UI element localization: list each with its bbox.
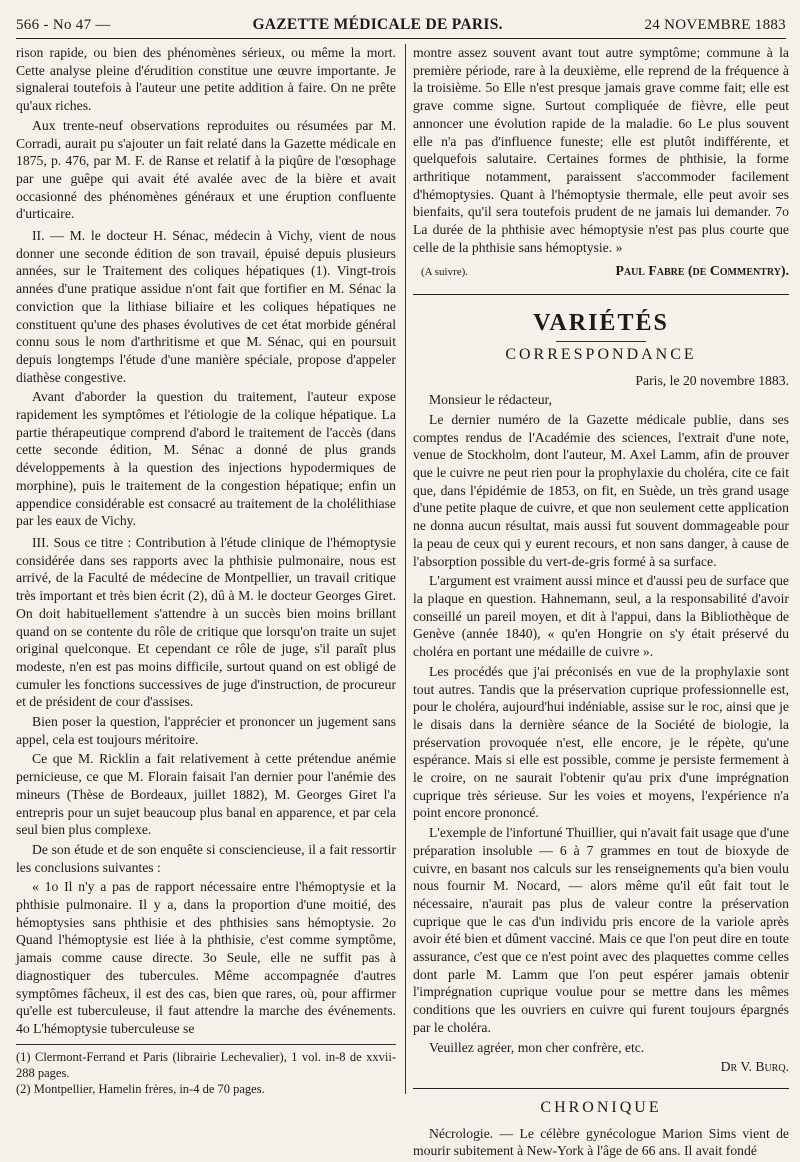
- section-title: VARIÉTÉS: [533, 310, 669, 337]
- to-be-continued: (A suivre).: [421, 266, 469, 279]
- footnote: (1) Clermont-Ferrand et Paris (librairie Lechevalier), 1 vol. in-8 de xxvii-288 pages.: [16, 1049, 396, 1080]
- letter-place-date: Paris, le 20 novembre 1883.: [635, 372, 789, 388]
- footnote: (2) Montpellier, Hamelin frères, in-4 de 70 pages.: [16, 1081, 265, 1096]
- paragraph: Bien poser la question, l'apprécier et prononcer un jugement sans appel, cela est toujours méritoire.: [16, 714, 396, 747]
- chronique-title: CHRONIQUE: [540, 1098, 662, 1116]
- page-number: 566 - No 47 —: [16, 16, 111, 33]
- paragraph: Avant d'aborder la question du traitement, l'auteur expose rapidement les symptômes et l'étiologie de la colique hépatique. La partie thérapeutique comprend d'abord le traitement de l'accès (dans cette seconde édition, M. Sénac a donné de plus grands développements à la question des injections hypodermiques de morphine), puis le traitement de la congestion hépatique; enfin un appendice considérable est consacré au traitement de la cholélithiase par les eaux de Vichy.: [16, 389, 396, 529]
- paragraph: Nécrologie. — Le célèbre gynécologue Marion Sims vient de mourir subitement à New-York à l'âge de 66 ans. Il avait fondé: [413, 1125, 789, 1159]
- issue-date: 24 NOVEMBRE 1883: [644, 16, 786, 33]
- paragraph: Les procédés que j'ai préconisés en vue de la prophylaxie sont tout autres. Tandis que la préservation cuprique professionnelle est, pour le choléra, aujourd'hui indéniable, assise sur le roc, ainsi que je le disais dans la dernière séance de la Société de biologie, la préservation provoquée n'est, elle encore, je le répète, qu'une espérance. Mais si elle est possible, comme je persiste fermement à le croire, on ne saurait l'obtenir qu'au prix d'une imprégnation cuprique très sérieuse. Sur les voies et moyens, l'expérience n'a point encore prononcé.: [413, 663, 789, 821]
- article-author: Paul Fabre (de Commentry).: [615, 263, 789, 279]
- right-column: [413, 44, 789, 1162]
- paragraph: montre assez souvent avant tout autre symptôme; commune à la première période, rare à la deuxième, elle reprend de la fréquence à la troisième. 5o Elle n'est presque jamais grave comme fait; elle est grave comme signe. Surtout compliquée de fièvre, elle peut annoncer une évolution rapide de la maladie. 6o Le plus souvent elle n'a pas d'influence funeste; elle est plutôt indifférente, et quelquefois salutaire. Certaines formes de phthisie, la forme arthritique notamment, paraissent s'accommoder facilement d'hémoptysies. Quant à l'hémoptysie thermale, elle peut avoir ses bienfaits, qu'il sera toutefois prudent de ne jamais lui demander. 7o La durée de la phthisie avec hémoptysie n'est pas plus courte que celle de la phthisie sans hémoptysie. »: [413, 45, 789, 255]
- letter-signature: Dr V. Burq.: [720, 1059, 789, 1075]
- column-divider: [405, 44, 406, 1094]
- letter-salutation: Monsieur le rédacteur,: [429, 392, 552, 408]
- journal-title: GAZETTE MÉDICALE DE PARIS.: [252, 16, 503, 33]
- section-separator: [413, 1088, 789, 1089]
- issue-number: No 47: [52, 16, 92, 33]
- paragraph: L'exemple de l'infortuné Thuillier, qui n'avait fait usage que d'une préparation insoluble — 6 à 7 grammes en tout de bioxyde de cuivre, en basant nos calculs sur les renseignements qu'a bien voulu nous fournir M. Nocard, — alors même qu'il eût fait tout le nécessaire, n'aurait pas plus de valeur contre la préservation cuprique que le cas d'un individu pris encore de la variole après avoir été bien et dûment vacciné. Mais ce que l'on peut dire en toute assurance, c'est que ce n'est point avec des plaquettes comme celles dont parle M. Lamm que l'on peut espérer jamais obtenir l'imprégnation cuprique voulue pour se mettre dans les mêmes conditions que les ouvriers en cuivre qui furent toujours épargnés par le choléra.: [413, 825, 789, 1035]
- subsection-title: CORRESPONDANCE: [505, 345, 697, 363]
- page-header: [16, 12, 786, 39]
- paragraph: Le dernier numéro de la Gazette médicale publie, dans ses comptes rendus de l'Académie des sciences, l'extrait d'une note, venue de Stockholm, dont l'auteur, M. Axel Lamm, afin de prouver que le cuivre ne peut rien pour la prophylaxie du choléra, cite ce fait que, dans l'épidémie de 1853, on fit, en Suède, un très grand usage d'une petite plaque de cuivre, et que non seulement cette application ne donna aucun résultat, mais aussi fut souvent dommageable pour la peau de ceux qui y eurent recours, et non sans danger, à cause de l'absorption possible du vert-de-gris formé à sa surface.: [413, 411, 789, 569]
- paragraph: « 1o Il n'y a pas de rapport nécessaire entre l'hémoptysie et la phthisie pulmonaire. Il y a, dans la proportion d'une moitié, des hémoptysies sans phthisie et des phthisies sans hémoptysie. 2o Quand l'hémoptysie est liée à la phthisie, c'est comme symptôme, jamais comme cause directe. 3o Seule, elle ne suffit pas à diagnostiquer des tubercules. Même accompagnée d'autres symptômes fâcheux, il est des cas, bien que rares, où, pour affirmer qu'elle est tuberculeuse, il faut attendre la marche des événements. 4o L'hémoptysie tuberculeuse se: [16, 879, 396, 1036]
- paragraph: L'argument est vraiment aussi mince et d'aussi peu de surface que la plaque en question. Hahnemann, seul, a la responsabilité d'avoir conseillé un pareil moyen, et dit à l'appui, dans la Bibliothèque de Genève (année 1840), « qu'en Hongrie on s'y était préservé du choléra en portant une médaille de cuivre ».: [413, 573, 789, 660]
- page-number-text: 566: [16, 16, 40, 33]
- section-separator: [413, 294, 789, 295]
- paragraph: Aux trente-neuf observations reproduites ou résumées par M. Corradi, aurait pu s'ajouter un fait relaté dans la Gazette médicale en 1875, p. 476, par M. F. de Ranse et relatif à la piqûre de l'œsophage par une guêpe qui avait été avalée avec de la bière et avait occasionné des phénomènes généraux et une éruption confluente d'urticaire.: [16, 117, 396, 222]
- paragraph: III. Sous ce titre : Contribution à l'étude clinique de l'hémoptysie considérée dans ses rapports avec la phthisie pulmonaire, nous est arrivé, de la Faculté de médecine de Montpellier, un travail critique très important et très bien écrit (2), dû à M. le docteur Georges Giret. On doit habituellement s'attendre à un succès bien moins brillant quand on se contente du rôle de critique que lorsqu'on traite un sujet original quelconque. Et cependant ce rôle de juge, s'il paraît plus modeste, n'en est pas moins difficile, surtout quand on est obligé de cumuler les fonctions successives de juge d'instruction, de procureur et de président de cour d'assises.: [16, 534, 396, 710]
- footnotes: [16, 1044, 396, 1097]
- paragraph: rison rapide, ou bien des phénomènes sérieux, ou même la mort. Cette analyse pleine d'érudition constitue une œuvre importante. Je signalerai toutefois à l'auteur une petite addition à faire. On ne prête qu'aux riches.: [16, 45, 396, 114]
- letter-closing: Veuillez agréer, mon cher confrère, etc.: [429, 1039, 645, 1055]
- left-column: [16, 44, 396, 1097]
- paragraph: II. — M. le docteur H. Sénac, médecin à Vichy, vient de nous donner une seconde édition de son travail, épuisé depuis plusieurs années, sur le Traitement des coliques hépatiques (1). Vingt-trois années d'une pratique assidue n'ont fait que fortifier en M. Sénac la conviction que la lithiase biliaire et les coliques hépatiques ne constituent qu'une des phases évolutives de cet état morbide général connu sous le nom d'arthritisme et que M. Sénac, qui en poursuit depuis longtemps l'étude d'une manière spéciale, propose d'appeler diathèse congestive.: [16, 228, 396, 385]
- title-rule: [556, 341, 646, 342]
- article-end: [413, 262, 789, 282]
- paragraph: Ce que M. Ricklin a fait relativement à cette prétendue anémie pernicieuse, ce que M. Florain faisait l'an dernier pour l'anémie des mineurs (Thèse de Bordeaux, juillet 1882), M. Georges Giret l'a entrepris pour un sujet beaucoup plus banal en apparence, et par cela seul bien plus complexe.: [16, 751, 396, 838]
- paragraph: De son étude et de son enquête si consciencieuse, il a fait ressortir les conclusions suivantes :: [16, 841, 396, 875]
